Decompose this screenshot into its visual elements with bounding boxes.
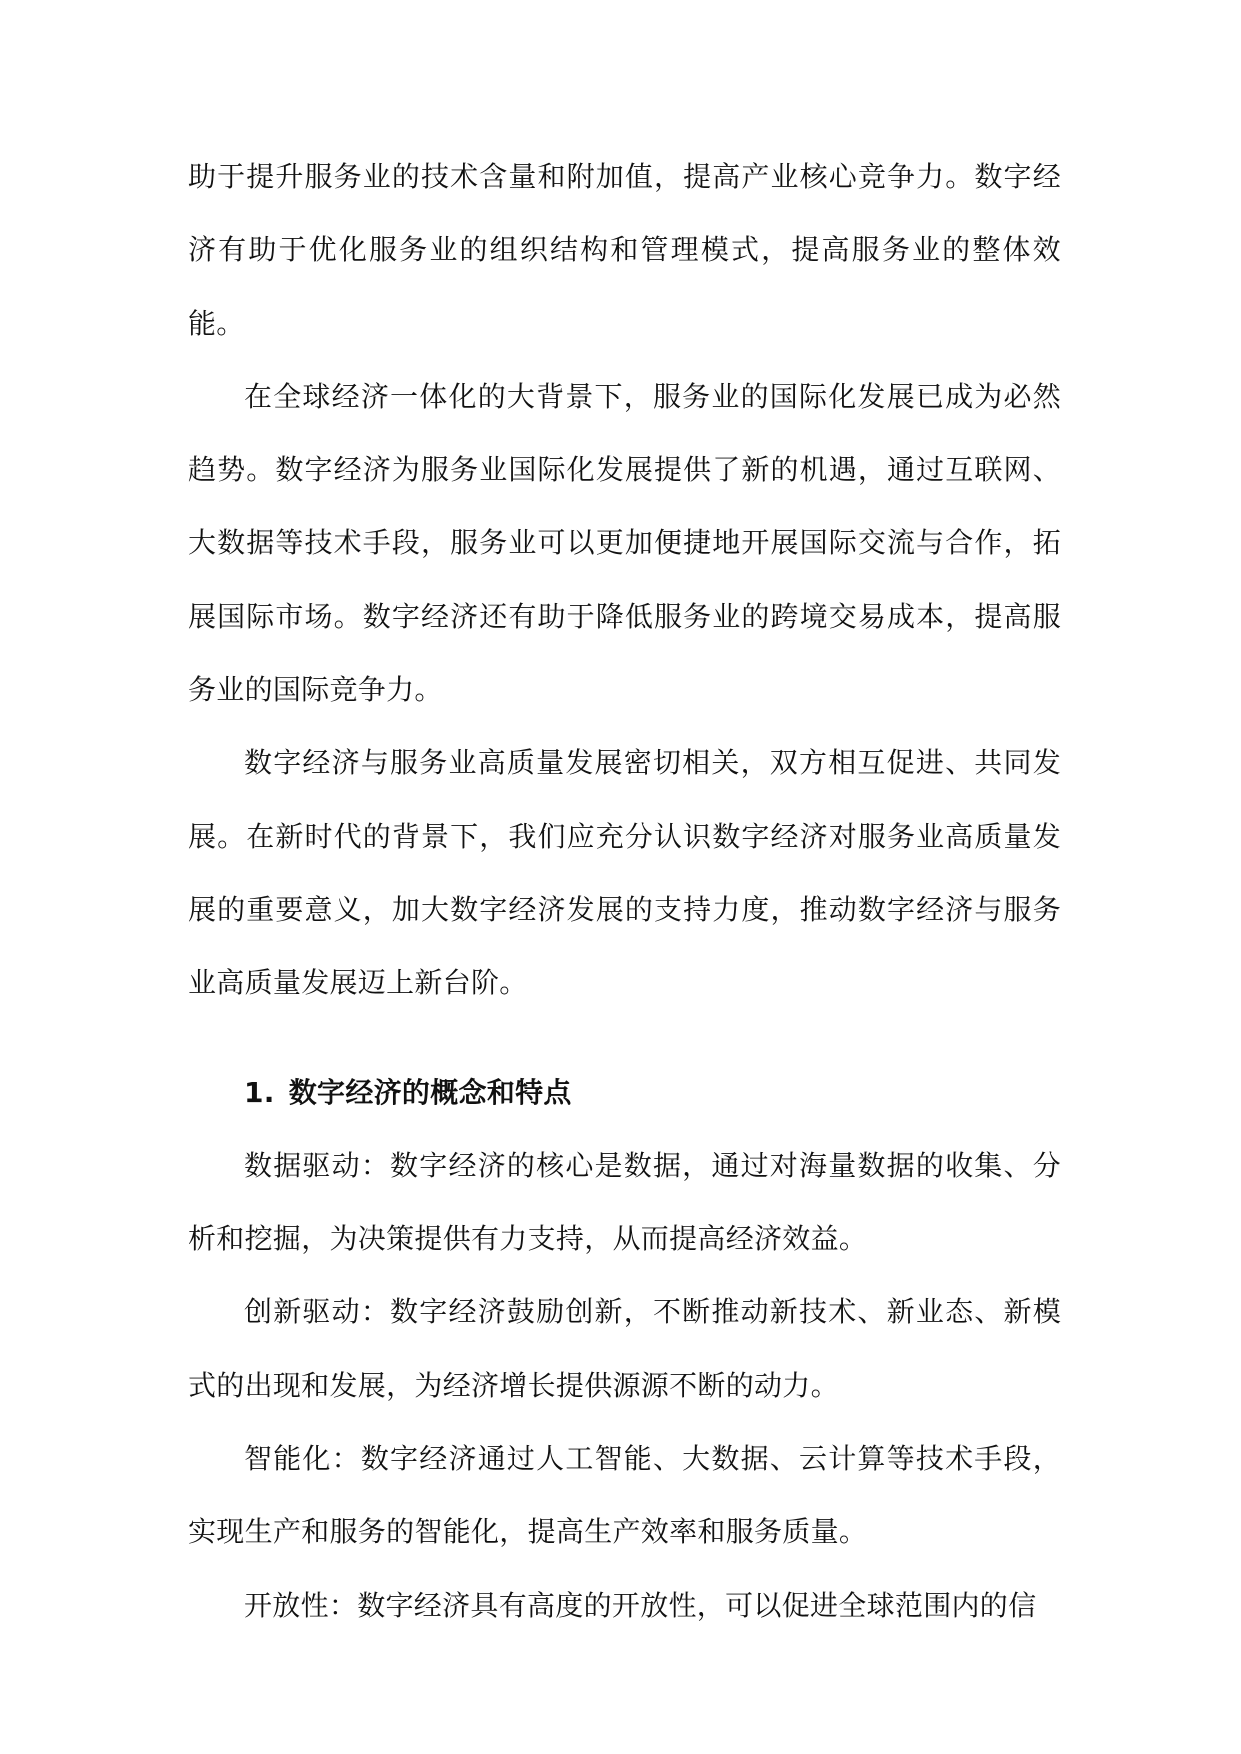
paragraph-data-driven: 数据驱动：数字经济的核心是数据，通过对海量数据的收集、分析和挖掘，为决策提供有力支持，从而提高经济效益。	[188, 1148, 1061, 1256]
section-number: 1.	[244, 1075, 275, 1109]
section-title: 数字经济的概念和特点	[288, 1075, 572, 1109]
paragraph-continued: 助于提升服务业的技术含量和附加值，提高产业核心竞争力。数字经济有助于优化服务业的组织结构和管理模式，提高服务业的整体效能。	[188, 160, 1061, 340]
section-heading	[188, 1056, 1061, 1129]
paragraph-conclusion: 数字经济与服务业高质量发展密切相关，双方相互促进、共同发展。在新时代的背景下，我们应充分认识数字经济对服务业高质量发展的重要意义，加大数字经济发展的支持力度，推动数字经济与服务业高质量发展迈上新台阶。	[188, 746, 1061, 1000]
paragraph-innovation-driven: 创新驱动：数字经济鼓励创新，不断推动新技术、新业态、新模式的出现和发展，为经济增长提供源源不断的动力。	[188, 1295, 1061, 1402]
paragraph-intelligent: 智能化：数字经济通过人工智能、大数据、云计算等技术手段，实现生产和服务的智能化，提高生产效率和服务质量。	[188, 1442, 1061, 1549]
page-content	[188, 140, 1061, 1642]
paragraph-openness: 开放性：数字经济具有高度的开放性，可以促进全球范围内的信	[244, 1588, 1037, 1622]
paragraph-internationalization: 在全球经济一体化的大背景下，服务业的国际化发展已成为必然趋势。数字经济为服务业国际化发展提供了新的机遇，通过互联网、大数据等技术手段，服务业可以更加便捷地开展国际交流与合作，拓展国际市场。数字经济还有助于降低服务业的跨境交易成本，提高服务业的国际竞争力。	[188, 379, 1061, 707]
